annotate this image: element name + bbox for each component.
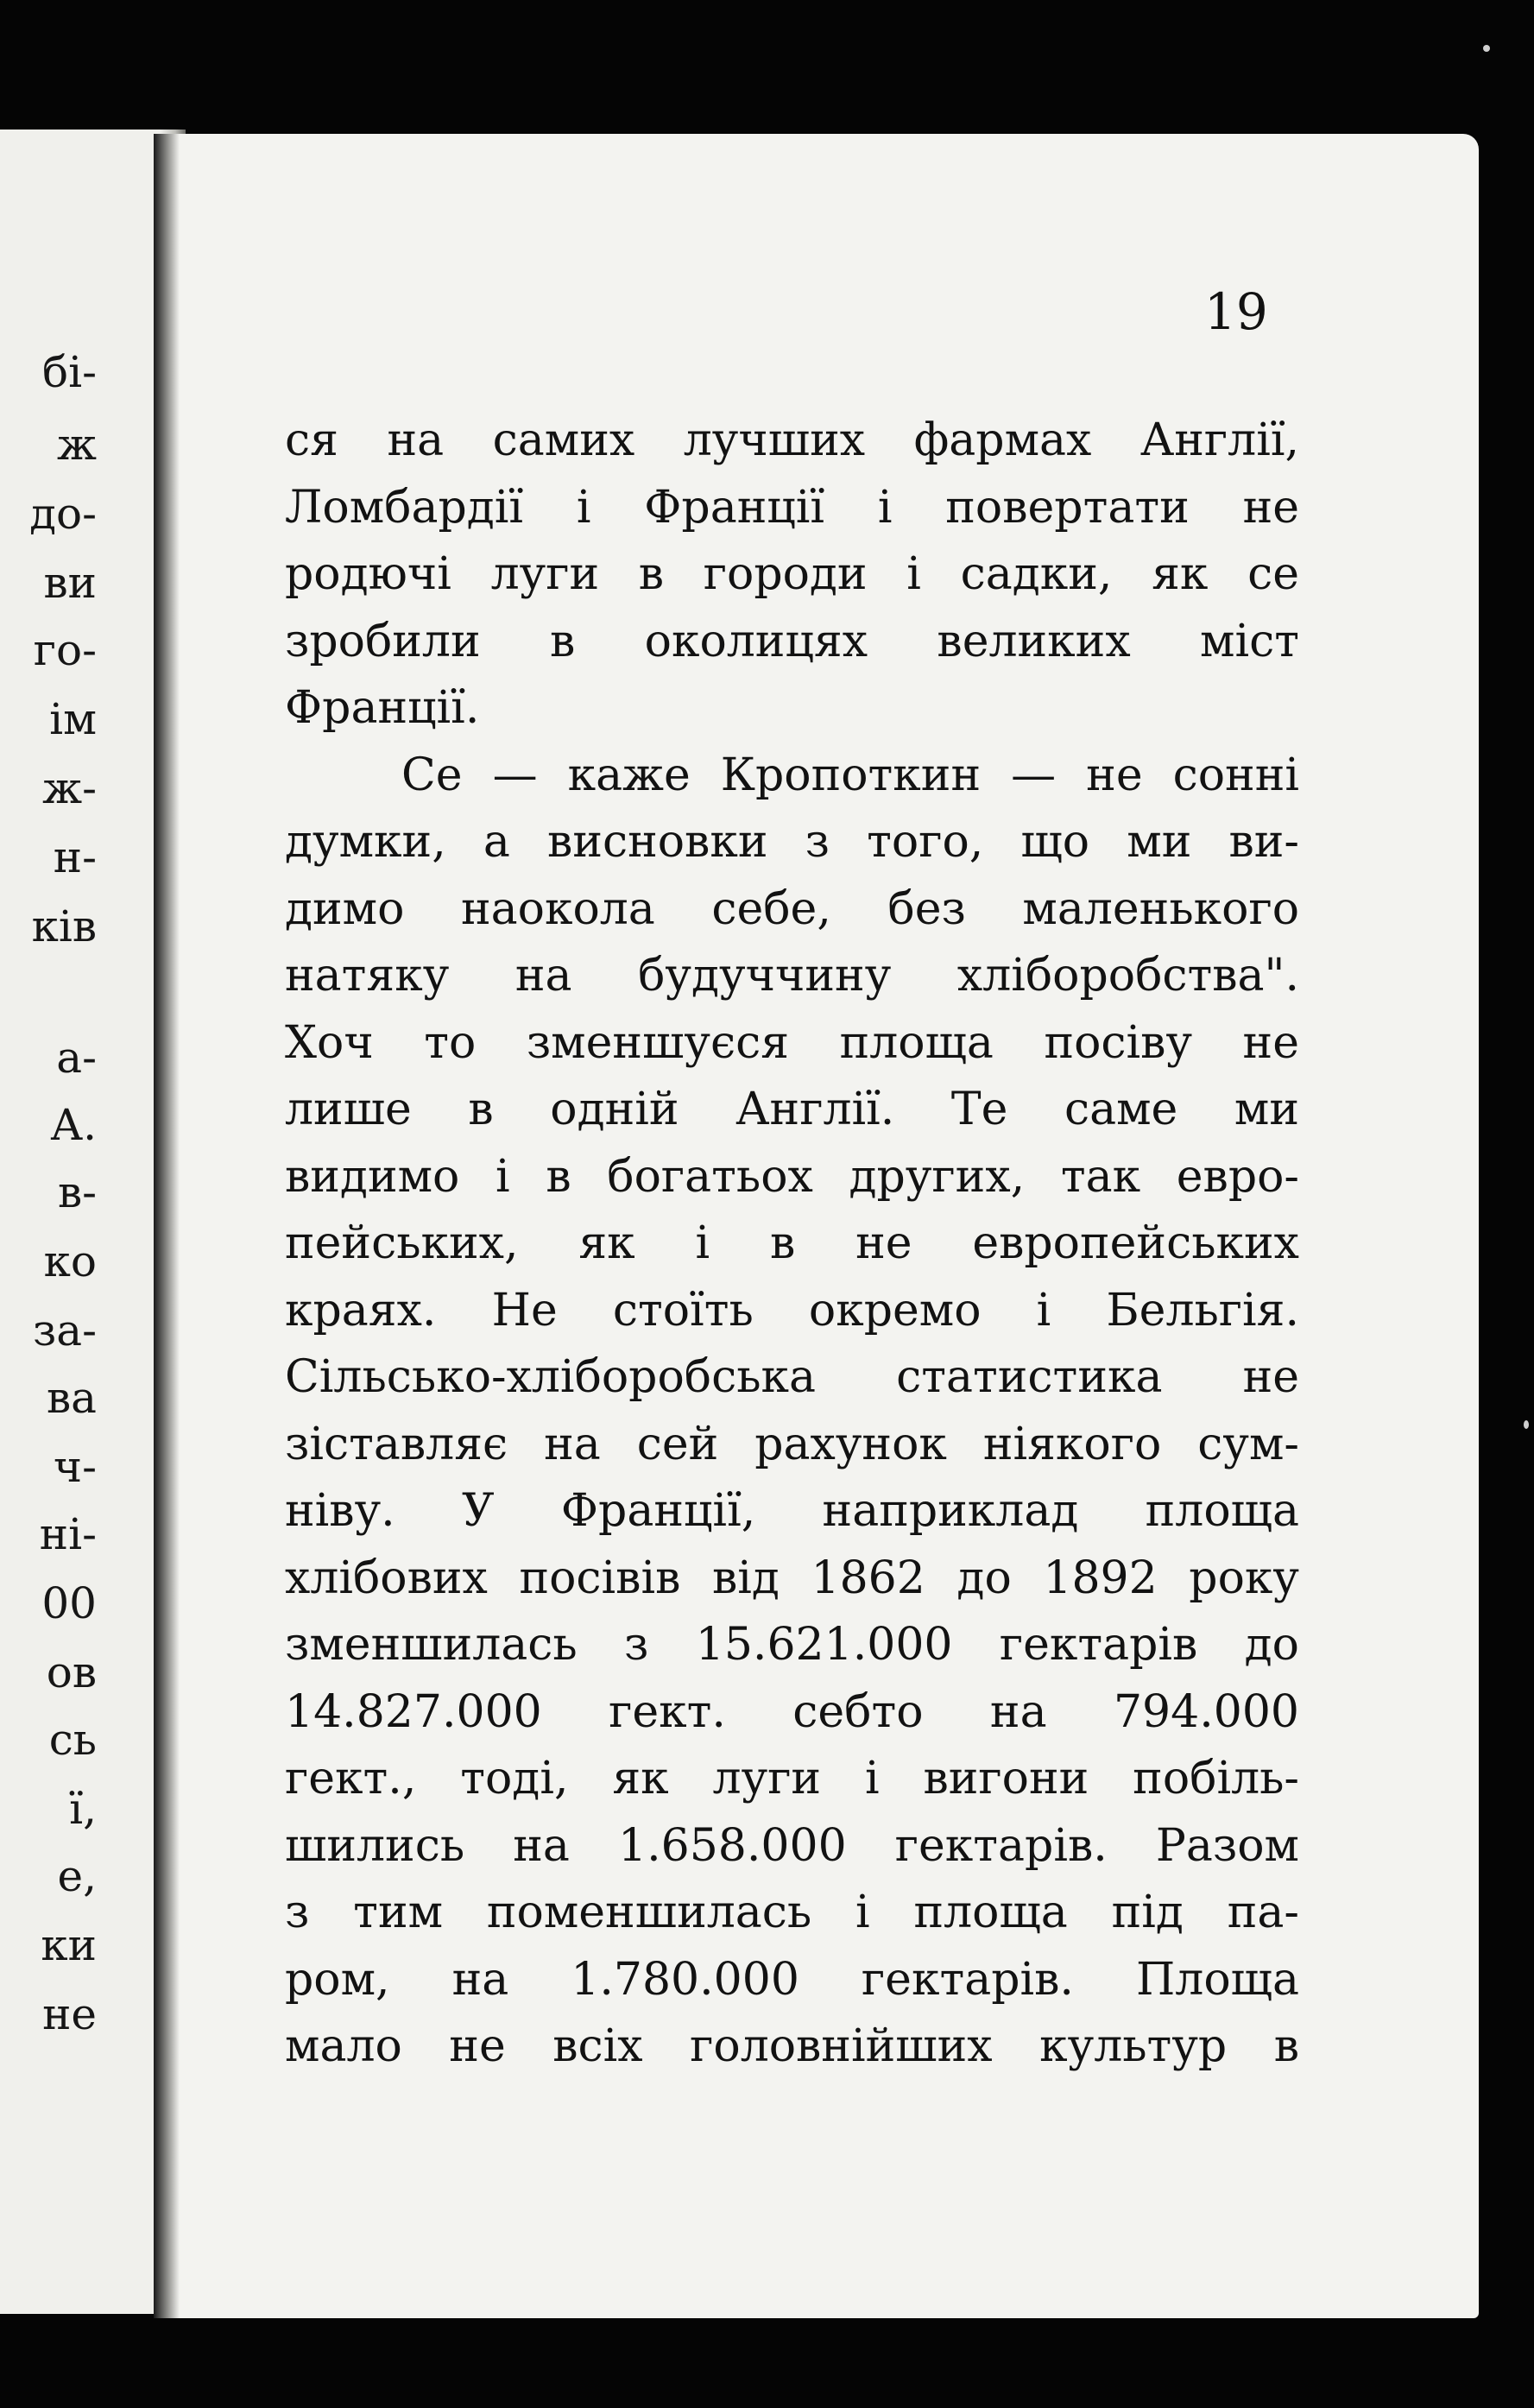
text-line: думки, а висновки з того, що ми ви- xyxy=(285,816,1299,868)
dust-speck xyxy=(1483,45,1490,52)
text-line: шились на 1.658.000 гектарів. Разом xyxy=(285,1819,1299,1872)
left-page-fragment: ні- xyxy=(39,1509,97,1559)
left-page-fragment: ї, xyxy=(69,1784,97,1834)
left-page-fragment: ків xyxy=(31,901,97,951)
text-line: Франції. xyxy=(285,682,480,734)
text-line: з тим поменшилась і площа під па- xyxy=(285,1887,1299,1938)
text-line: зробили в околицях великих міст xyxy=(285,615,1299,667)
text-line: краях. Не стоїть окремо і Бельгія. xyxy=(285,1284,1299,1337)
dust-speck xyxy=(1524,1420,1529,1429)
text-line: гект., тоді, як луги і вигони побіль- xyxy=(285,1753,1299,1804)
text-line: зіставляє на сей рахунок ніякого сум- xyxy=(285,1418,1299,1470)
text-line: 14.827.000 гект. себто на 794.000 xyxy=(285,1685,1299,1738)
left-page-fragment: ко xyxy=(43,1236,97,1286)
page-number: 19 xyxy=(1204,282,1268,341)
book-spine xyxy=(154,134,180,2318)
left-page-fragment: в- xyxy=(57,1167,97,1217)
left-page-fragment: ж xyxy=(57,420,97,470)
left-page-fragment: за- xyxy=(33,1305,97,1356)
text-line: ром, на 1.780.000 гектарів. Площа xyxy=(285,1953,1299,2006)
text-line: родючі луги в городи і садки, як се xyxy=(285,548,1299,600)
left-page-fragment: ов xyxy=(46,1647,97,1697)
left-page-fragment: ж- xyxy=(42,763,97,813)
left-page-fragment: до- xyxy=(29,489,97,539)
left-page-fragment: ч- xyxy=(54,1442,97,1492)
text-line: Сільсько-хліборобська статистика не xyxy=(285,1351,1299,1403)
left-page-fragment: не xyxy=(42,1989,97,2039)
text-line: Ломбардії і Франції і повертати не xyxy=(285,481,1299,534)
left-page-fragment: го- xyxy=(33,625,97,675)
text-line: видимо і в богатьох других, так евро- xyxy=(285,1150,1299,1203)
text-line: Се — каже Кропоткин — не сонні xyxy=(401,749,1299,801)
text-line: хлібових посівів від 1862 до 1892 року xyxy=(285,1552,1299,1604)
text-line: мало не всіх головнійших культур в xyxy=(285,2020,1299,2072)
text-line: зменшилась з 15.621.000 гектарів до xyxy=(285,1619,1299,1671)
left-page-fragment: а- xyxy=(56,1033,97,1083)
left-page-fragment: сь xyxy=(48,1715,97,1765)
left-page-fragment: н- xyxy=(53,832,97,882)
text-line: ніву. У Франції, наприклад площа xyxy=(285,1485,1299,1537)
left-page-fragment: е, xyxy=(57,1851,97,1901)
text-line: димо наокола себе, без маленького xyxy=(285,882,1299,935)
left-page-fragment: ва xyxy=(47,1373,97,1423)
left-page-fragment: А. xyxy=(50,1100,97,1150)
text-line: ся на самих лучших фармах Англії, xyxy=(285,414,1299,466)
text-line: Хоч то зменшуєся площа посіву не xyxy=(285,1016,1299,1069)
left-page-fragment: 00 xyxy=(41,1578,97,1628)
left-page-fragment: ви xyxy=(43,558,97,608)
text-line: натяку на будуччину хліборобства". xyxy=(285,950,1299,1002)
left-page-fragment: ки xyxy=(41,1920,97,1970)
text-line: лише в одній Англії. Те саме ми xyxy=(285,1084,1299,1135)
body-text xyxy=(285,408,1299,2081)
left-page-fragment: ім xyxy=(49,694,97,744)
left-page-fragment: бі- xyxy=(42,347,97,397)
text-line: пейських, як і в не европейських xyxy=(285,1217,1299,1269)
